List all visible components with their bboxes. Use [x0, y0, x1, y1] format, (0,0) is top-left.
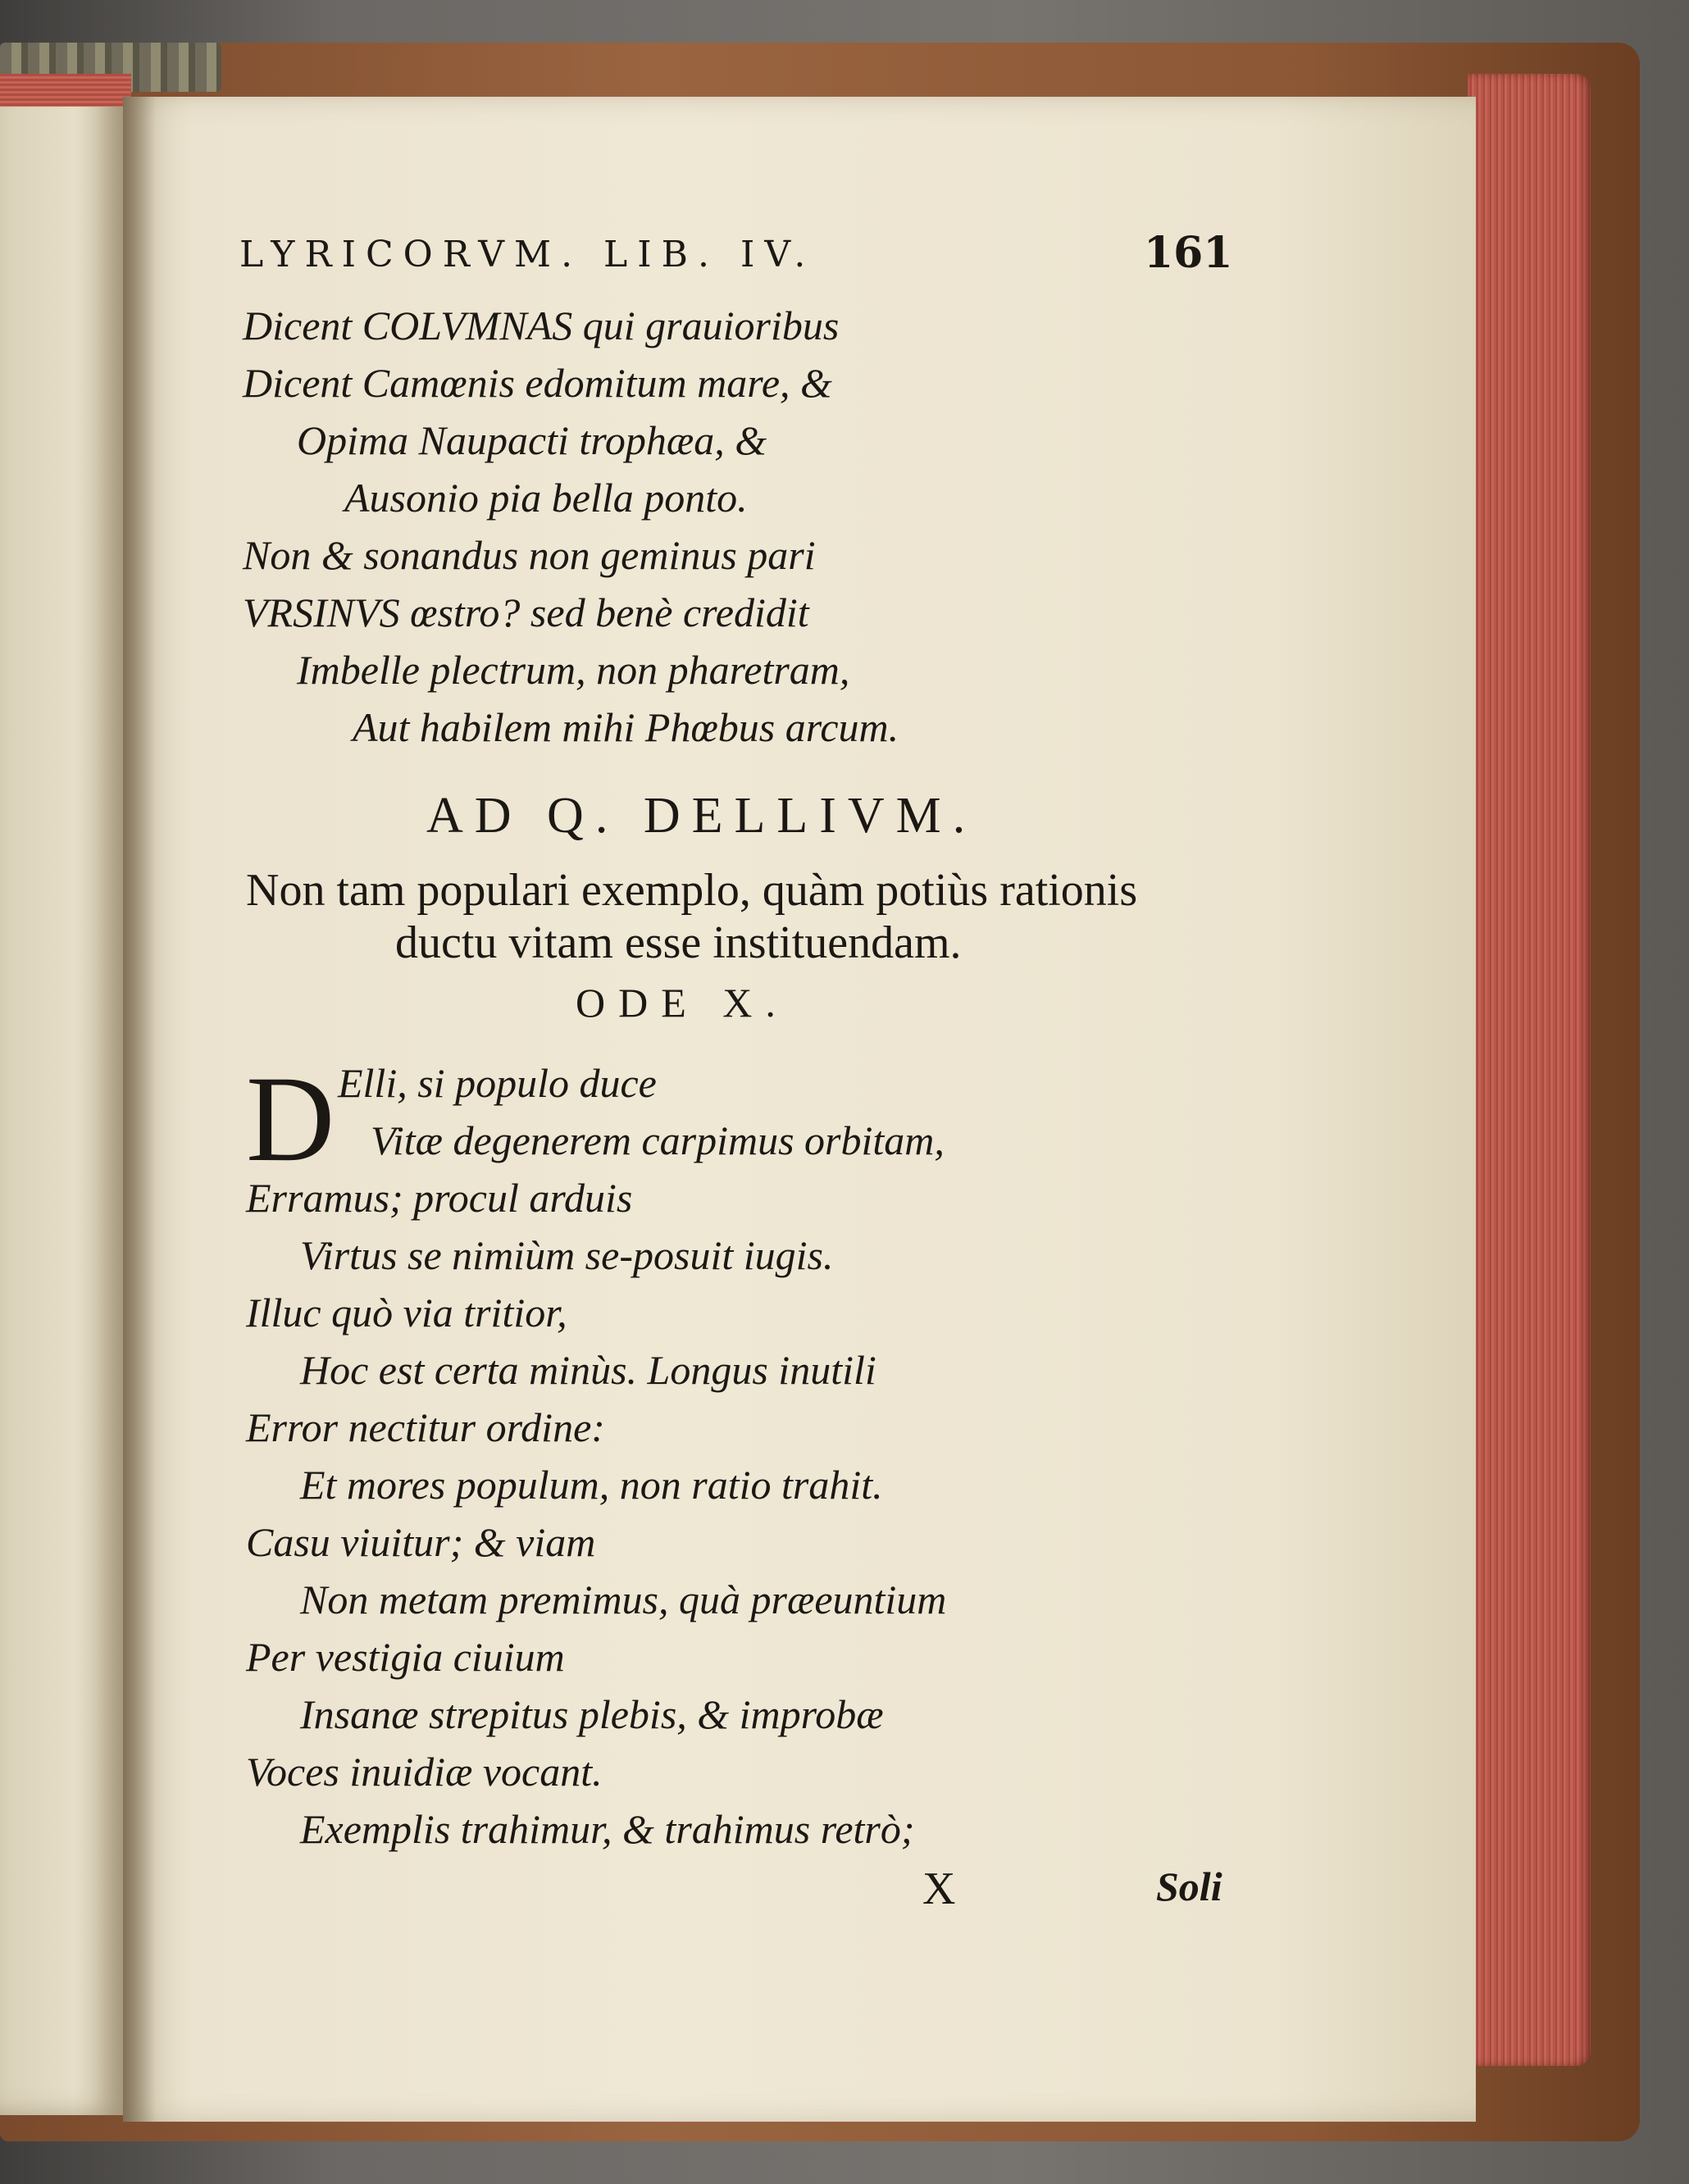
verse-line: Ausonio pia bella ponto. — [344, 475, 748, 521]
verse-line: Insanæ strepitus plebis, & improbæ — [300, 1691, 884, 1737]
verse-line: Virtus se nimiùm se-posuit iugis. — [300, 1232, 834, 1278]
ode-number: ODE X. — [576, 980, 789, 1026]
verse-line: Erramus; procul arduis — [246, 1175, 633, 1221]
verse-line: Imbelle plectrum, non pharetram, — [297, 647, 850, 693]
verse-line: Opima Naupacti trophæa, & — [297, 417, 767, 463]
verse-line: Dicent COLVMNAS qui grauioribus — [243, 303, 840, 348]
verse-line: Vitæ degenerem carpimus orbitam, — [371, 1117, 945, 1163]
verse-line: Illuc quò via tritior, — [246, 1290, 567, 1335]
verse-line: Hoc est certa minùs. Longus inutili — [300, 1347, 876, 1393]
verse-line: Dicent Camœnis edomitum mare, & — [243, 360, 832, 406]
verse-line: Aut habilem mihi Phœbus arcum. — [353, 704, 899, 750]
catchword: Soli — [1156, 1863, 1222, 1909]
verse-line: Voces inuidiæ vocant. — [246, 1749, 603, 1795]
running-head: LYRICORVM. LIB. IV. — [239, 234, 816, 275]
ode-title: AD Q. DELLIVM. — [426, 788, 977, 844]
verse-line: Per vestigia ciuium — [246, 1634, 565, 1680]
verse-line: Casu viuitur; & viam — [246, 1519, 596, 1565]
verse-line: VRSINVS œstro? sed benè credidit — [243, 589, 809, 635]
verse-line: Non metam premimus, quà præeuntium — [300, 1577, 947, 1622]
verse-line: Error nectitur ordine: — [246, 1404, 605, 1450]
drop-cap: D — [246, 1051, 335, 1187]
verse-line: Non & sonandus non geminus pari — [243, 532, 816, 578]
verse-line: Elli, si populo duce — [338, 1060, 657, 1106]
signature-mark: X — [922, 1863, 956, 1914]
verse-line: Et mores populum, non ratio trahit. — [300, 1462, 883, 1508]
argument-line: Non tam populari exemplo, quàm potiùs rationis — [246, 865, 1138, 916]
verse-line: Exemplis trahimur, & trahimus retrò; — [300, 1806, 915, 1852]
argument-line: ductu vitam esse instituendam. — [395, 917, 962, 968]
page-number: 161 — [1144, 228, 1233, 278]
